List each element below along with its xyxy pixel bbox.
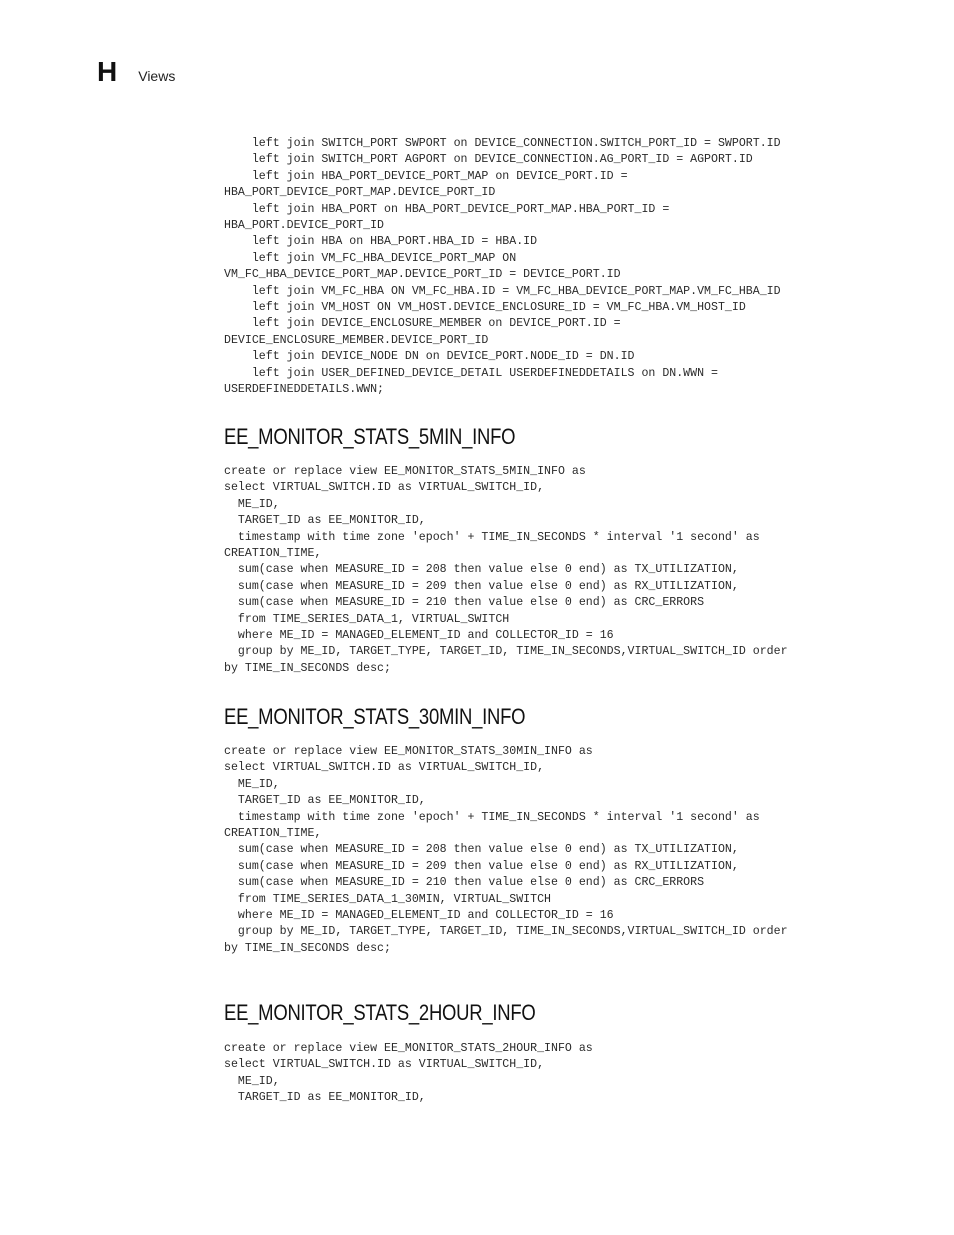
code-block-continuation: left join SWITCH_PORT SWPORT on DEVICE_CONNECTION.SWITCH_PORT_ID = SWPORT.ID left join SWITCH_PORT AGPORT on DEVICE_CONNECTION.AG_PORT_ID = AGPORT.ID left join HBA_PORT_DEVICE_PORT_MAP on DEVICE_PORT.ID = HBA_PORT_DEVICE_PORT_MAP.DEVICE_PORT_ID left join HBA_PORT on HBA_PORT_DEVICE_PORT_MAP.HBA_PORT_ID = HBA_PORT.DEVICE_PORT_ID left join HBA on HBA_PORT.HBA_ID = HBA.ID left join VM_FC_HBA_DEVICE_PORT_MAP ON VM_FC_HBA_DEVICE_PORT_MAP.DEVICE_PORT_ID = DEVICE_PORT.ID left join VM_FC_HBA ON VM_FC_HBA.ID = VM_FC_HBA_DEVICE_PORT_MAP.VM_FC_HBA_ID left join VM_HOST ON VM_HOST.DEVICE_ENCLOSURE_ID = VM_FC_HBA.VM_HOST_ID left join DEVICE_ENCLOSURE_MEMBER on DEVICE_PORT.ID = DEVICE_ENCLOSURE_MEMBER.DEVICE_PORT_ID left join DEVICE_NODE DN on DEVICE_PORT.NODE_ID = DN.ID left join USER_DEFINED_DEVICE_DETAIL USERDEFINEDDETAILS on DN.WWN = USERDEFINEDDETAILS.WWN; [224,137,781,397]
code-block-ee-monitor-stats-2hour-info: create or replace view EE_MONITOR_STATS_2HOUR_INFO as select VIRTUAL_SWITCH.ID as VIRTUAL_SWITCH_ID, ME_ID, TARGET_ID as EE_MONITOR_ID, [224,1042,593,1105]
heading-ee-monitor-stats-2hour-info: EE_MONITOR_STATS_2HOUR_INFO [224,1000,536,1025]
heading-ee-monitor-stats-5min-info: EE_MONITOR_STATS_5MIN_INFO [224,424,516,449]
heading-ee-monitor-stats-30min-info: EE_MONITOR_STATS_30MIN_INFO [224,704,526,729]
code-block-ee-monitor-stats-30min-info: create or replace view EE_MONITOR_STATS_30MIN_INFO as select VIRTUAL_SWITCH.ID as VIRTUAL_SWITCH_ID, ME_ID, TARGET_ID as EE_MONITOR_ID, timestamp with time zone 'epoch' + TIME_IN_SECONDS * interval '1 second' as CREATION_TIME, sum(case when MEASURE_ID = 208 then value else 0 end) as TX_UTILIZATION, sum(case when MEASURE_ID = 209 then value else 0 end) as RX_UTILIZATION, sum(case when MEASURE_ID = 210 then value else 0 end) as CRC_ERRORS from TIME_SERIES_DATA_1_30MIN, VIRTUAL_SWITCH where ME_ID = MANAGED_ELEMENT_ID and COLLECTOR_ID = 16 group by ME_ID, TARGET_TYPE, TARGET_ID, TIME_IN_SECONDS,VIRTUAL_SWITCH_ID order by TIME_IN_SECONDS desc; [224,745,788,955]
section-title: Views [138,68,176,84]
code-block-ee-monitor-stats-5min-info: create or replace view EE_MONITOR_STATS_5MIN_INFO as select VIRTUAL_SWITCH.ID as VIRTUAL_SWITCH_ID, ME_ID, TARGET_ID as EE_MONITOR_ID, timestamp with time zone 'epoch' + TIME_IN_SECONDS * interval '1 second' as CREATION_TIME, sum(case when MEASURE_ID = 208 then value else 0 end) as TX_UTILIZATION, sum(case when MEASURE_ID = 209 then value else 0 end) as RX_UTILIZATION, sum(case when MEASURE_ID = 210 then value else 0 end) as CRC_ERRORS from TIME_SERIES_DATA_1, VIRTUAL_SWITCH where ME_ID = MANAGED_ELEMENT_ID and COLLECTOR_ID = 16 group by ME_ID, TARGET_TYPE, TARGET_ID, TIME_IN_SECONDS,VIRTUAL_SWITCH_ID order by TIME_IN_SECONDS desc; [224,465,788,675]
page-header [97,56,175,88]
appendix-letter: H [97,56,117,87]
